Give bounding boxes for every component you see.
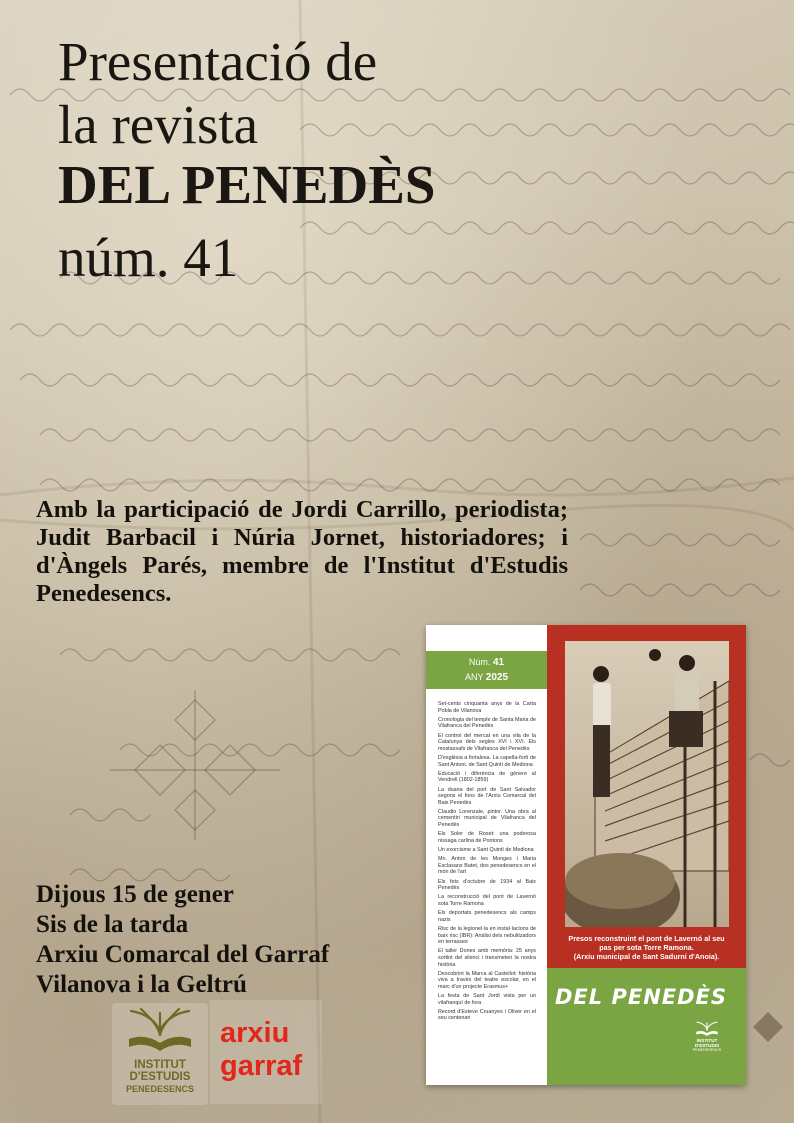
- toc-item: La festa de Sant Jordi vista per un vilafranquí de fora: [438, 993, 536, 1006]
- iep-logo-line-2: D'ESTUDIS: [129, 1071, 191, 1083]
- issue-number: 41: [492, 657, 505, 668]
- toc-item: Risc de la legionel·la en instal·lacions de baix risc (IBR): Anàlisi dels nebulitzadors en terrasses: [438, 925, 536, 946]
- event-city: Vilanova i la Geltrú: [36, 971, 247, 998]
- issue-year: 2025: [485, 672, 509, 683]
- toc-item: Mn. Anton de les Monges i Maria Esclasans Batet, dos penedesencs en el món de l'art: [438, 856, 536, 876]
- photo-caption-line-3: (Arxiu municipal de Sant Sadurní d'Anoia).: [573, 951, 720, 961]
- toc-item: Els Soler de Roset: una poderosa nissaga carlina de Pontons: [438, 831, 536, 844]
- masthead-band: [547, 968, 746, 1085]
- toc-item: Un exorcisme a Sant Quintí de Mediona: [438, 847, 534, 854]
- toc-item: D'església a fortalesa. La capella-fortí de Sant Antoni, de Sant Quintí de Mediona: [438, 754, 536, 768]
- iep-logo-line-3: PENEDESENCS: [125, 1084, 195, 1094]
- event-time: Sis de la tarda: [36, 911, 189, 938]
- title-line-1: Presentació de: [58, 31, 378, 92]
- publisher-logo: [682, 1020, 732, 1053]
- cover-image-panel: [547, 625, 746, 1085]
- photo-caption: [557, 935, 736, 961]
- toc-item: Record d'Esteve Cruanyes i Oliver en el seu centenari: [438, 1008, 536, 1022]
- issue-year-line: [426, 672, 547, 683]
- magazine-cover: [426, 625, 746, 1085]
- title-line-3: DEL PENEDÈS: [58, 154, 436, 215]
- issue-number-line: [426, 657, 547, 668]
- publisher-line-2: D'ESTUDIS: [694, 1043, 720, 1049]
- arxiu-garraf-logo: [210, 1000, 322, 1104]
- issue-box: [426, 651, 547, 689]
- cover-contents-column: [426, 625, 547, 1085]
- toc-item: Claudio Lorenzale, pintor. Una obra al cementiri municipal de Vilafranca del Penedès: [438, 808, 536, 829]
- arxiu-logo-word-1: arxiu: [220, 1017, 290, 1049]
- toc-item: El control del mercat en una vila de la Catalunya dels segles XVI i XVI. Els mostassafs de Vilafranca del Penedès: [438, 732, 536, 752]
- toc-item: Descobrint la Marca al Castellot: història viva a través del teatre escolar, en el marc d'un projecte Erasmus+: [438, 970, 536, 990]
- photo-caption-line-1: Presos reconstruint el pont de Lavernó al seu: [568, 934, 725, 943]
- event-date: Dijous 15 de gener: [36, 881, 234, 908]
- issue-label: Núm.: [468, 657, 491, 667]
- toc-item: Cronologia del temple de Santa Maria de Vilafranca del Penedès: [438, 716, 536, 730]
- toc-item: Els deportats penedesencs als camps nazis: [438, 910, 536, 923]
- title-line-2: la revista: [58, 94, 259, 155]
- toc-item: Els fets d'octubre de 1934 al Baix Penedès: [438, 878, 536, 892]
- toc-item: La reconstrucció del pont de Lavernó sota Torre Ramona: [438, 894, 536, 907]
- toc-item: La duana del port de Sant Salvador segons el fons de l'Arxiu Comarcal del Baix Penedès: [438, 786, 536, 806]
- arxiu-logo-word-2: garraf: [220, 1050, 303, 1082]
- toc-item: El taller Dones amb memòria: 25 anys sortint del silenci i transmeten la nostra història: [438, 948, 536, 968]
- table-of-contents: [438, 701, 536, 1025]
- cover-masthead: DEL PENEDÈS: [554, 985, 728, 1009]
- iep-logo-line-1: INSTITUT: [134, 1059, 186, 1071]
- publisher-line-3: PENEDESENCS: [692, 1048, 722, 1053]
- toc-item: Educació i diferència de gènere al Vendrell (1802-1859): [438, 770, 536, 784]
- year-label: ANY: [464, 672, 484, 682]
- book-icon: [694, 1020, 720, 1038]
- event-venue: Arxiu Comarcal del Garraf: [36, 941, 330, 968]
- photo-caption-line-2: pas per sota Torre Ramona.: [599, 942, 694, 952]
- book-icon: [125, 1005, 195, 1057]
- event-info: [36, 880, 329, 1000]
- publisher-line-1: INSTITUT: [696, 1038, 718, 1043]
- title-line-4: núm. 41: [58, 227, 239, 288]
- iep-logo: [112, 1003, 208, 1105]
- participants-text: Amb la participació de Jordi Carrillo, periodista; Judit Barbacil i Núria Jornet, historiadores; i d'Àngels Parés, membre de l'Institut d'Estudis Penedesencs.: [36, 496, 568, 607]
- toc-item: Set-cents cinquanta anys de la Carta Pobla de Vilanova: [438, 701, 536, 714]
- cover-photo: [565, 641, 729, 927]
